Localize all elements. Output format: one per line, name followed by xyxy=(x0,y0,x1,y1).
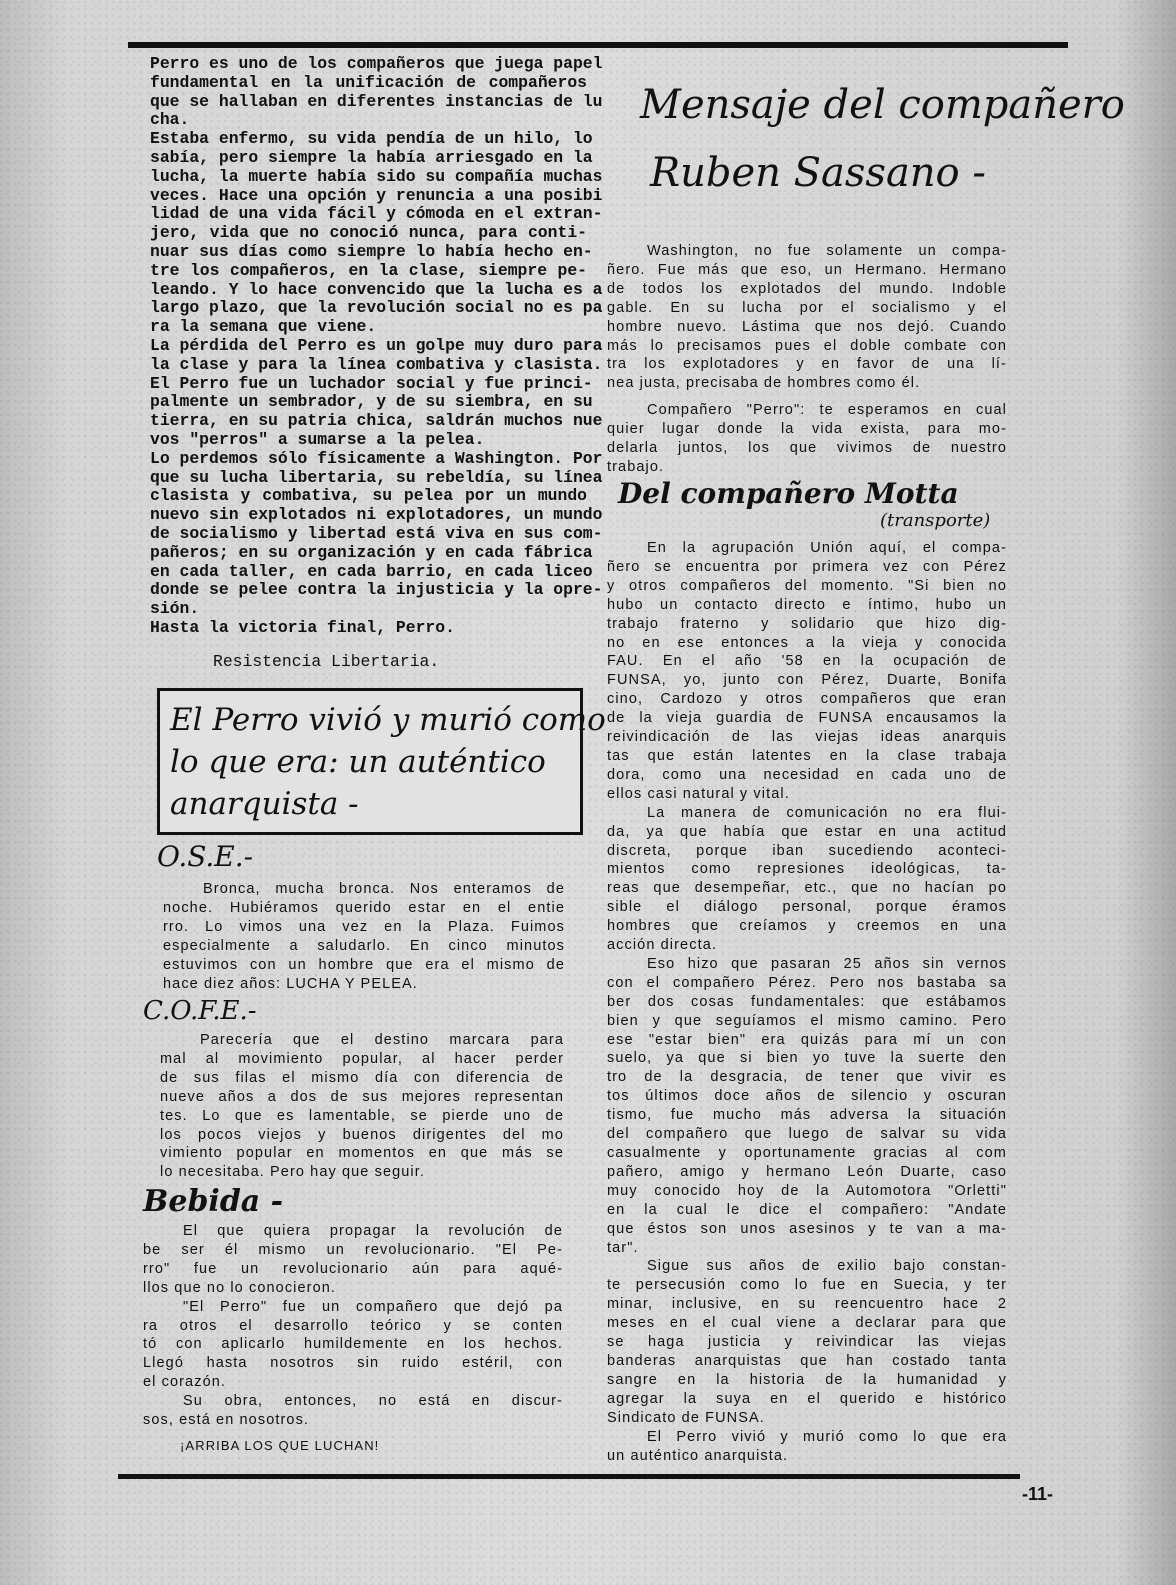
text-line: de la vieja guardia de FUNSA encausamos la xyxy=(607,710,1007,727)
text-line: nuar sus días como siempre lo había hecho en- xyxy=(150,241,593,261)
text-line: cha. xyxy=(150,110,190,130)
text-line: discreta, porque iban sucediendo aconteci- xyxy=(607,842,1007,859)
text-line: rro. Lo vimos una vez en la Plaza. Fuimos xyxy=(163,918,565,935)
text-line: ra otros el desarrollo teórico y se conten xyxy=(143,1317,563,1334)
text-line: Eso hizo que pasaran 25 años sin vernos xyxy=(647,955,1007,972)
paragraph xyxy=(607,539,1007,804)
text-line: Washington, no fue solamente un compa- xyxy=(647,243,1007,259)
text-line: sos, está en nosotros. xyxy=(143,1412,310,1429)
text-line: FAU. En el año '58 en la ocupación de xyxy=(607,653,1007,670)
cofe-heading: C.O.F.E.- xyxy=(143,996,257,1026)
text-line: llos que no lo conocieron. xyxy=(143,1279,337,1296)
text-line: tre los compañeros, en la clase, siempre pe- xyxy=(150,260,587,280)
text-line: Sindicato de FUNSA. xyxy=(607,1409,765,1426)
text-line: largo plazo, que la revolución social no es pa xyxy=(150,298,603,318)
left-main-article xyxy=(150,54,603,638)
quote-line: anarquista - xyxy=(170,786,359,822)
text-line: FUNSA, yo, junto con Pérez, Duarte, Bonifa xyxy=(607,672,1007,689)
text-line: rro" fue un revolucionario aún para aqué- xyxy=(143,1260,563,1277)
text-line: La manera de comunicación no era flui- xyxy=(647,804,1007,821)
text-line: vimiento popular en momentos en que más se xyxy=(160,1145,564,1162)
closing-slogan: ¡ARRIBA LOS QUE LUCHAN! xyxy=(180,1438,380,1453)
text-line: Parecería que el destino marcara para xyxy=(200,1032,564,1048)
text-line: sangre en la historia de la humanidad y xyxy=(607,1371,1007,1388)
motta-text xyxy=(607,539,1007,1465)
text-line: del compañero que luego de salvar su vida xyxy=(607,1126,1007,1143)
text-line: reas que desempeñar, etc., que no hacían po xyxy=(607,880,1007,897)
text-line: mal al movimiento popular, al hacer perder xyxy=(160,1050,564,1067)
text-line: ese "estar bien" era quizás para mí un con xyxy=(607,1031,1007,1048)
text-line: ñero se encuentra por primera vez con Pérez xyxy=(607,558,1007,575)
text-line: que éstos son unos asesinos y te van a ma- xyxy=(607,1220,1007,1237)
article-title-line1: Mensaje del compañero xyxy=(640,82,1125,128)
text-line: en la cual le dice el compañero: "Andate xyxy=(607,1201,1007,1218)
quote-line: El Perro vivió y murió como xyxy=(170,702,606,738)
text-line: pañero, amigo y hermano León Duarte, caso xyxy=(607,1163,1007,1180)
text-line: mientos como represiones ideológicas, ta- xyxy=(607,861,1007,878)
text-line: trabajo. xyxy=(607,458,665,475)
text-line: especialmente a saludarlo. En cinco minutos xyxy=(163,937,565,954)
paragraph xyxy=(607,242,1007,393)
text-line: en cada taller, en cada barrio, en cada liceo xyxy=(150,561,593,581)
text-line: Perro es uno de los compañeros que juega papel xyxy=(150,54,603,73)
text-line: tos últimos doce años de silencio y oscuran xyxy=(607,1088,1007,1105)
paragraph xyxy=(143,1392,563,1430)
text-line: Lo perdemos sólo físicamente a Washington. Por xyxy=(150,448,603,468)
text-line: trabajo fraterno y solidario que hizo dig- xyxy=(607,615,1007,632)
paragraph xyxy=(150,619,587,638)
paragraph xyxy=(150,129,603,337)
text-line: pañeros; en su organización y en cada fábrica xyxy=(150,542,593,562)
text-line: bien y que seguíamos el mismo camino. Pero xyxy=(607,1012,1007,1029)
text-line: suelo, ya que si bien yo tuve la suerte den xyxy=(607,1050,1007,1067)
text-line: El Perro fue un luchador social y fue princi- xyxy=(150,373,593,393)
text-line: no en ese entonces a la vieja y conocida xyxy=(607,634,1007,651)
text-line: lo necesitaba. Pero hay que seguir. xyxy=(160,1164,426,1181)
signature: Resistencia Libertaria. xyxy=(213,652,440,671)
text-line: y otros compañeros del momento. "Si bien no xyxy=(607,577,1007,594)
text-line: nea justa, precisaba de hombres como él. xyxy=(607,375,921,392)
paragraph xyxy=(607,1257,1007,1427)
text-line: noche. Hubiéramos querido estar en el entie xyxy=(163,899,565,916)
paragraph xyxy=(160,1031,564,1182)
text-line: los pocos viejos y buenos dirigentes del mo xyxy=(160,1126,564,1143)
text-line: quier lugar donde la vida exista, para mo- xyxy=(607,421,1007,438)
text-line: lidad de una vida fácil y cómoda en el extran- xyxy=(150,204,603,224)
text-line: nueve años a dos de sus mejores representan xyxy=(160,1088,564,1105)
paragraph xyxy=(163,880,565,993)
text-line: tar". xyxy=(607,1239,639,1256)
text-line: de todos los explotados del mundo. Indoble xyxy=(607,280,1007,297)
article-title-line2: Ruben Sassano - xyxy=(650,150,986,196)
text-line: donde se pelee contra la injusticia y la opre- xyxy=(150,580,603,600)
text-line: de sus filas el mismo día con diferencia de xyxy=(160,1069,564,1086)
text-line: Hasta la victoria final, Perro. xyxy=(150,617,455,637)
text-line: hubo un contacto directo e íntimo, hubo un xyxy=(607,596,1007,613)
top-rule xyxy=(128,42,1068,48)
motta-subheading: (transporte) xyxy=(880,510,991,531)
text-line: tro de la desgracia, de tener que vivir es xyxy=(607,1069,1007,1086)
paragraph xyxy=(150,54,603,130)
text-line: reivindicación de las viejas ideas anarquis xyxy=(607,729,1007,746)
text-line: el corazón. xyxy=(143,1374,227,1391)
text-line: da, ya que había que estar en una actitud xyxy=(607,823,1007,840)
text-line: acción directa. xyxy=(607,937,717,954)
text-line: un auténtico anarquista. xyxy=(607,1447,789,1464)
text-line: cino, Cardozo y otros compañeros que eran xyxy=(607,691,1007,708)
text-line: que su lucha libertaria, su rebeldía, su línea xyxy=(150,467,603,487)
text-line: El que quiera propagar la revolución de xyxy=(183,1223,563,1239)
cofe-text xyxy=(160,1031,564,1182)
text-line: veces. Hace una opción y renuncia a una posibi xyxy=(150,185,603,205)
text-line: Bronca, mucha bronca. Nos enteramos de xyxy=(203,881,565,897)
text-line: Llegó hasta nosotros sin ruido estéril, con xyxy=(143,1355,563,1372)
text-line: hombres que creíamos y creemos en una xyxy=(607,918,1007,935)
text-line: hombre nuevo. Lástima que nos dejó. Cuando xyxy=(607,318,1007,335)
bottom-rule xyxy=(118,1474,1020,1479)
sassano-text xyxy=(607,242,1007,477)
ose-text xyxy=(163,880,565,993)
text-line: hace diez años: LUCHA Y PELEA. xyxy=(163,975,418,992)
text-line: meses en el cual viene a declarar para que xyxy=(607,1315,1007,1332)
text-line: Compañero "Perro": te esperamos en cual xyxy=(647,402,1007,419)
text-line: ber dos cosas fundamentales: que estábamos xyxy=(607,993,1007,1010)
text-line: Su obra, entonces, no está en discur- xyxy=(183,1393,563,1410)
paragraph xyxy=(143,1222,563,1298)
text-line: La pérdida del Perro es un golpe muy duro para xyxy=(150,335,603,355)
text-line: ñero. Fue más que eso, un Hermano. Hermano xyxy=(607,261,1007,278)
paragraph xyxy=(607,401,1007,477)
text-line: ra la semana que viene. xyxy=(150,317,377,337)
text-line: minar, inclusive, en su reencuentro hace 2 xyxy=(607,1296,1007,1313)
quote-box-text xyxy=(160,691,606,833)
text-line: palmente un sembrador, y de su siembra, en su xyxy=(150,392,593,412)
text-line: casualmente y oportunamente gracias al com xyxy=(607,1145,1007,1161)
text-line: agregar la suya en el querido e histórico xyxy=(607,1390,1007,1407)
text-line: sión. xyxy=(150,599,200,619)
text-line: banderas anarquistas que han costado tanta xyxy=(607,1352,1007,1369)
motta-heading: Del compañero Motta xyxy=(618,477,959,510)
text-line: nuevo sin explotados ni explotadores, un mundo xyxy=(150,505,603,525)
text-line: que se hallaban en diferentes instancias de lu xyxy=(150,91,603,111)
paragraph xyxy=(143,1298,563,1393)
bebida-heading: Bebida - xyxy=(143,1184,284,1219)
text-line: la clase y para la línea combativa y clasista. xyxy=(150,354,603,374)
paragraph xyxy=(150,335,603,450)
text-line: fundamental en la unificación de compañeros xyxy=(150,72,587,92)
paragraph xyxy=(607,1428,1007,1466)
text-line: tierra, en su patria chica, saldrán muchos nue xyxy=(150,411,603,431)
text-line: "El Perro" fue un compañero que dejó pa xyxy=(183,1298,563,1315)
text-line: tas que están latentes en la clase trabaja xyxy=(607,747,1007,764)
text-line: lucha, la muerte había sido su compañía muchas xyxy=(150,166,603,186)
text-line: gable. En su lucha por el socialismo y el xyxy=(607,299,1007,316)
quote-box xyxy=(157,688,606,835)
text-line: te persecusión como lo fue en Suecia, y ter xyxy=(607,1277,1007,1294)
paragraph xyxy=(607,955,1007,1258)
text-line: En la agrupación Unión aquí, el compa- xyxy=(647,540,1007,556)
paragraph xyxy=(607,804,1007,955)
text-line: tra los explotadores y en favor de una lí- xyxy=(607,356,1007,373)
text-line: clasista y combativa, su pelea por un mundo xyxy=(150,486,587,506)
text-line: tes. Lo que es lamentable, se pierde uno de xyxy=(160,1107,564,1124)
text-line: delarla juntos, los que vivimos de nuestro xyxy=(607,440,1007,457)
page-number: -11- xyxy=(1022,1484,1054,1504)
text-line: be ser él mismo un revolucionario. "El Pe- xyxy=(143,1241,563,1258)
bebida-text xyxy=(143,1222,563,1430)
text-line: sible el diálogo personal, porque éramos xyxy=(607,899,1007,916)
text-line: jero, vida que no conoció nunca, para conti- xyxy=(150,223,587,243)
text-line: muy conocido hoy de la Automotora "Orletti" xyxy=(607,1182,1007,1199)
text-line: El Perro vivió y murió como lo que era xyxy=(647,1428,1007,1445)
text-line: vos "perros" a sumarse a la pelea. xyxy=(150,429,485,449)
text-line: sabía, pero siempre la había arriesgado en la xyxy=(150,147,593,167)
text-line: de socialismo y libertad está viva en sus com- xyxy=(150,523,603,543)
text-line: tismo, fue mucho más adversa la situación xyxy=(607,1107,1007,1124)
text-line: leando. Y lo hace convencido que la lucha es a xyxy=(150,279,603,299)
ose-heading: O.S.E.- xyxy=(157,840,254,873)
text-line: más lo precisamos pues el doble combate con xyxy=(607,337,1007,354)
text-line: estuvimos con un hombre que era el mismo de xyxy=(163,956,565,973)
text-line: ellos casi natural y vital. xyxy=(607,785,790,802)
text-line: se haga justicia y reivindicar las viejas xyxy=(607,1334,1007,1351)
text-line: con el compañero Pérez. Pero nos bastaba sa xyxy=(607,974,1007,991)
text-line: Sigue sus años de exilio bajo constan- xyxy=(647,1258,1007,1275)
quote-line: lo que era: un auténtico xyxy=(170,744,546,780)
text-line: Estaba enfermo, su vida pendía de un hilo, lo xyxy=(150,129,593,149)
text-line: dora, como una necesidad en cada uno de xyxy=(607,766,1007,783)
text-line: tó con aplicarlo humildemente en los hechos. xyxy=(143,1336,563,1353)
paragraph xyxy=(150,448,603,619)
